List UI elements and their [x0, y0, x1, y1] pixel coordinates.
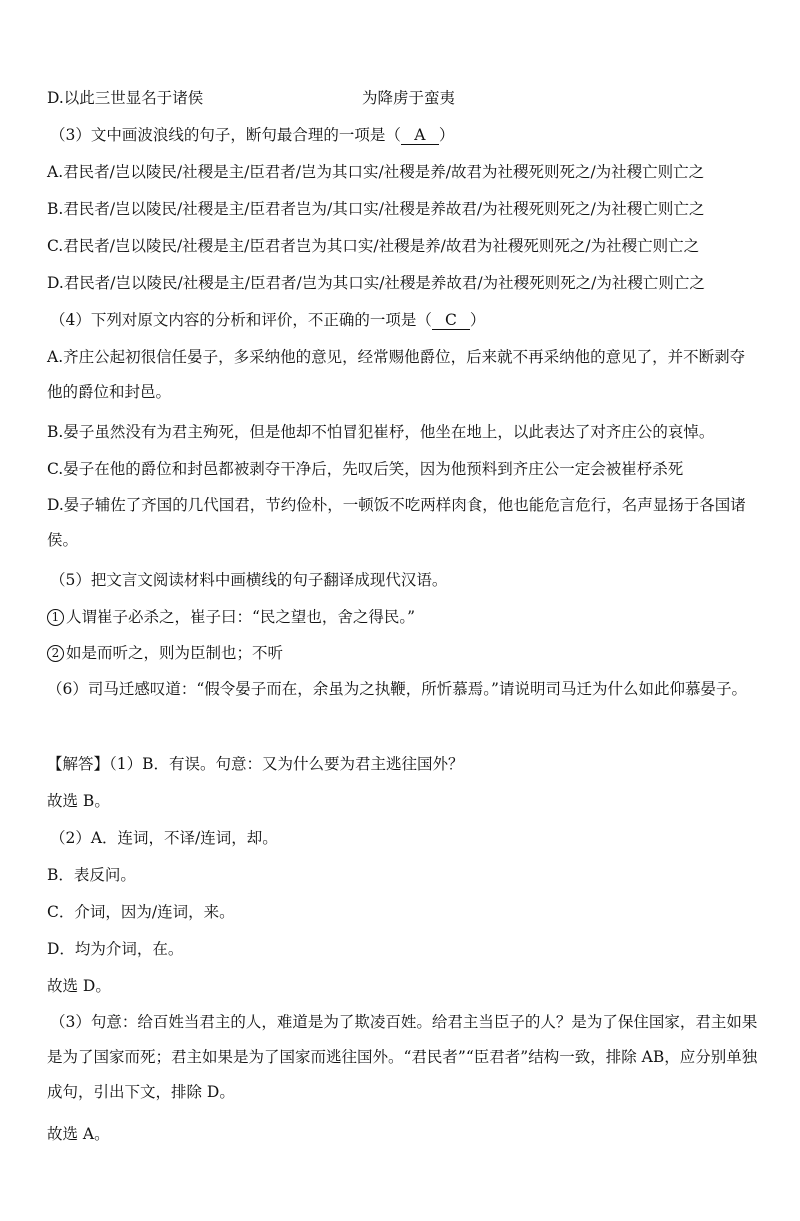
answer-2-b: B．表反问。	[47, 866, 136, 884]
answer-2-selection: 故选 D。	[47, 977, 111, 995]
question-5-item-1: 1 人谓崔子必杀之，崔子曰：“民之望也，舍之得民。”	[47, 607, 415, 627]
question-5-item-2: 2 如是而听之，则为臣制也；不听	[47, 643, 283, 663]
q2-option-d-part1: D.以此三世显名于诸侯	[47, 89, 204, 107]
answer-3: （3）句意：给百姓当君主的人，难道是为了欺凌百姓。给君主当臣子的人？是为了保住国家，君主如果是为了国家而死；君主如果是为了国家而逃往国外。“君民者”“臣君者”结构一致，排除 AB，应分别单独成句，引出下文，排除 D。	[47, 1013, 758, 1101]
answer-2-a: （2）A．连词，不译/连词，却。	[50, 829, 278, 847]
circled-number-1: 1	[47, 609, 64, 626]
q2-option-d-part2: 为降虏于蛮夷	[362, 89, 456, 107]
question-5-stem: （5）把文言文阅读材料中画横线的句子翻译成现代汉语。	[50, 571, 448, 589]
question-4-option-c: C.晏子在他的爵位和封邑都被剥夺干净后，先叹后笑，因为他预料到齐庄公一定会被崔杼杀死	[47, 460, 684, 478]
question-4-option-b: B.晏子虽然没有为君主殉死，但是他却不怕冒犯崔杼，他坐在地上，以此表达了对齐庄公的哀悼。	[47, 423, 715, 441]
answer-3-selection: 故选 A。	[47, 1125, 110, 1143]
circled-number-2: 2	[47, 645, 64, 662]
question-4-option-d: D.晏子辅佐了齐国的几代国君，节约俭朴，一顿饭不吃两样肉食，他也能危言危行，名声显扬于各国诸侯。	[47, 496, 746, 549]
question-4-stem: （4）下列对原文内容的分析和评价，不正确的一项是（ C ）	[50, 311, 486, 329]
answer-2-c: C．介词，因为/连词，来。	[47, 903, 235, 921]
question-4-option-a: A.齐庄公起初很信任晏子，多采纳他的意见，经常赐他爵位，后来就不再采纳他的意见了，并不断剥夺他的爵位和封邑。	[47, 348, 746, 401]
question-6-stem: （6）司马迁感叹道：“假令晏子而在，余虽为之执鞭，所忻慕焉。”请说明司马迁为什么如此仰慕晏子。	[47, 680, 747, 698]
answer-2-d: D．均为介词，在。	[47, 940, 184, 958]
question-3-option-b: B.君民者/岂以陵民/社稷是主/臣君者岂为/其口实/社稷是养故君/为社稷死则死之/为社稷亡则亡之	[47, 200, 705, 218]
question-3-option-c: C.君民者/岂以陵民/社稷是主/臣君者岂为其口实/社稷是养/故君为社稷死则死之/为社稷亡则亡之	[47, 237, 700, 255]
answer-1-selection: 故选 B。	[47, 792, 110, 810]
question-3-answer-blank: A	[401, 127, 439, 145]
q2-option-d	[47, 88, 456, 108]
question-3-stem: （3）文中画波浪线的句子，断句最合理的一项是（ A ）	[50, 126, 455, 144]
answer-1: 【解答】（1）B．有误。句意：又为什么要为君主逃往国外？	[47, 755, 464, 773]
question-3-option-d: D.君民者/岂以陵民/社稷是主/臣君者/岂为其口实/社稷是养故君/为社稷死则死之/为社稷亡则亡之	[47, 274, 705, 292]
question-3-option-a: A.君民者/岂以陵民/社稷是主/臣君者/岂为其口实/社稷是养/故君为社稷死则死之/为社稷亡则亡之	[47, 163, 705, 181]
question-4-answer-blank: C	[432, 312, 470, 330]
